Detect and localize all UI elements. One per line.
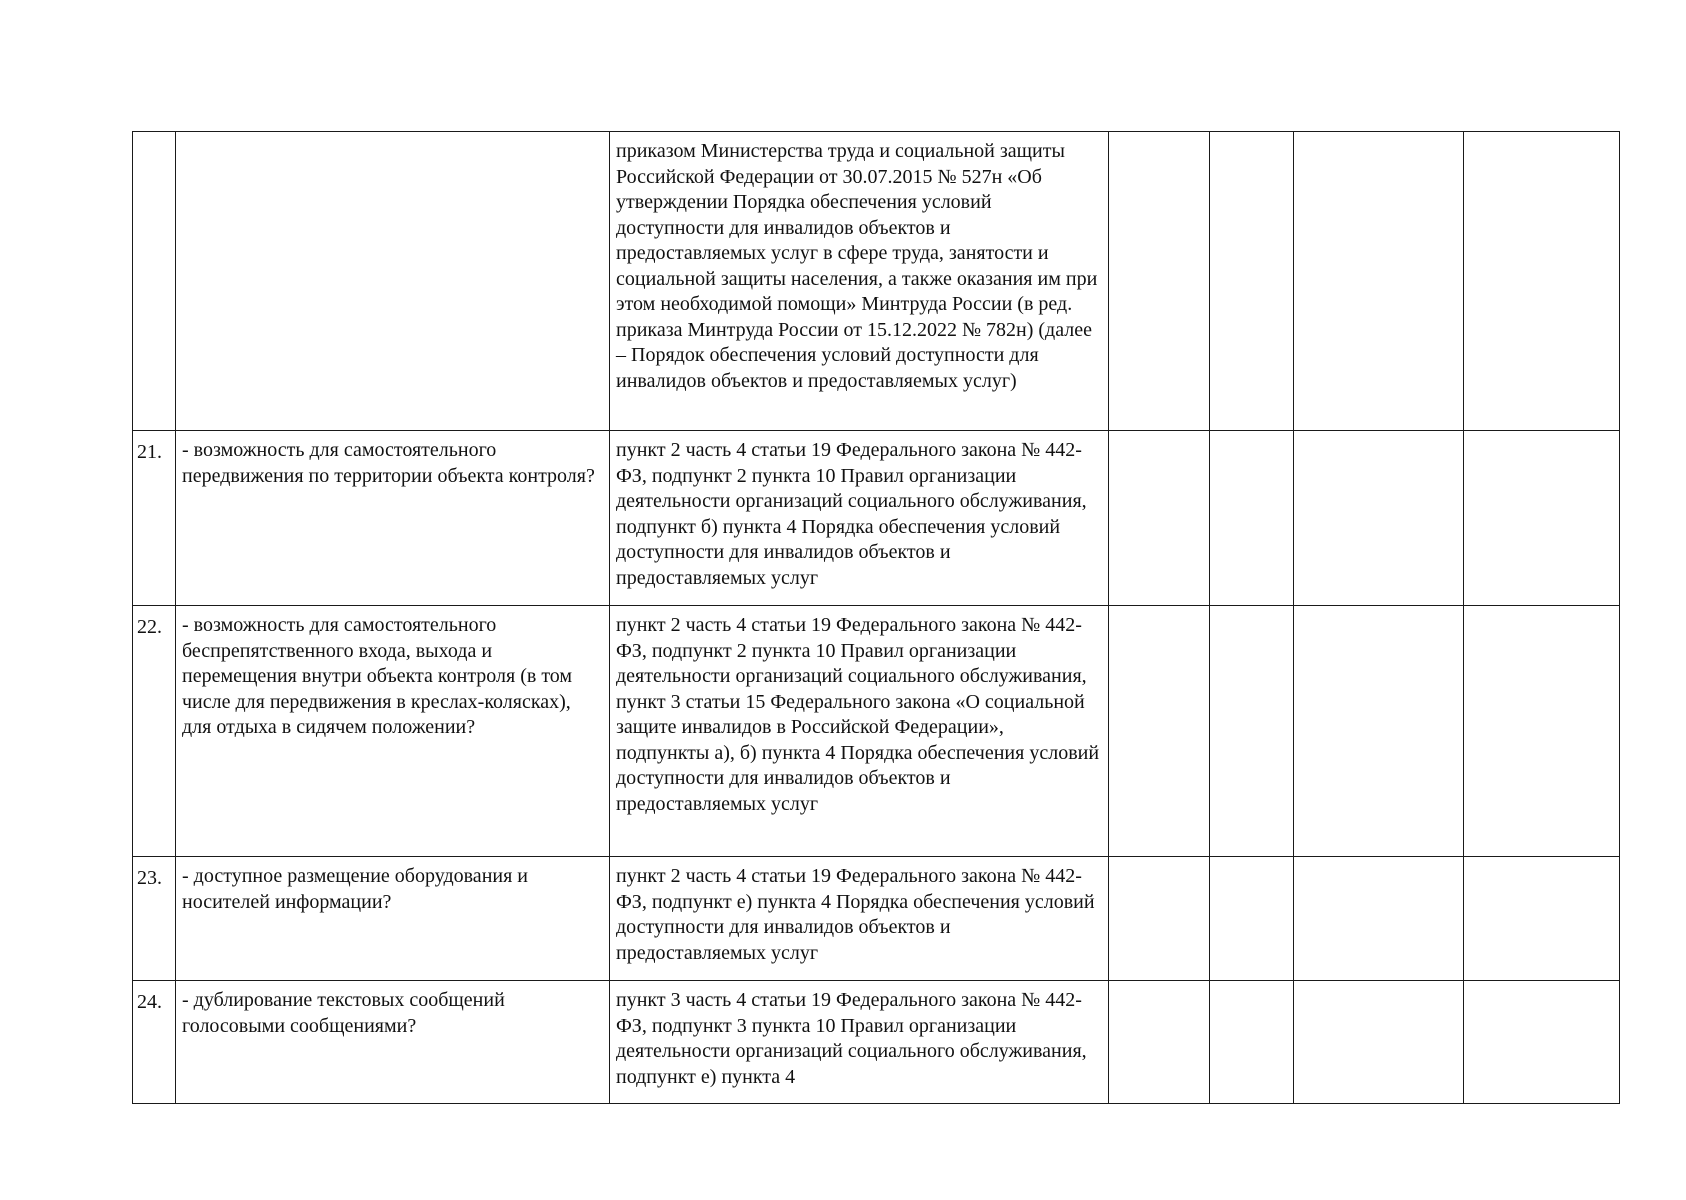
row-number: 24. (133, 981, 176, 1104)
answer-yes-cell (1109, 981, 1210, 1104)
row-number: 22. (133, 606, 176, 857)
question-cell: - возможность для самостоятельного беспрепятственного входа, выхода и перемещения внутри объекта контроля (в том числе для передвижения в креслах-колясках), для отдыха в сидячем положении? (176, 606, 610, 857)
answer-yes-cell (1109, 857, 1210, 981)
legal-basis-cell: пункт 2 часть 4 статьи 19 Федерального закона № 442-ФЗ, подпункт 2 пункта 10 Правил организации деятельности организаций социального обслуживания, подпункт б) пункта 4 Порядка обеспечения условий доступности для инвалидов объектов и предоставляемых услуг (610, 431, 1109, 606)
answer-yes-cell (1109, 431, 1210, 606)
notes-cell (1464, 431, 1620, 606)
answer-yes-cell (1109, 606, 1210, 857)
not-applicable-cell (1294, 606, 1464, 857)
answer-no-cell (1210, 606, 1294, 857)
notes-cell (1464, 981, 1620, 1104)
not-applicable-cell (1294, 981, 1464, 1104)
checklist-table (132, 131, 1620, 1104)
answer-no-cell (1210, 857, 1294, 981)
notes-cell (1464, 606, 1620, 857)
question-cell (176, 132, 610, 431)
question-cell: - доступное размещение оборудования и носителей информации? (176, 857, 610, 981)
notes-cell (1464, 132, 1620, 431)
not-applicable-cell (1294, 132, 1464, 431)
notes-cell (1464, 857, 1620, 981)
table-row (133, 857, 1620, 981)
question-cell: - дублирование текстовых сообщений голосовыми сообщениями? (176, 981, 610, 1104)
row-number: 23. (133, 857, 176, 981)
table-row (133, 132, 1620, 431)
answer-no-cell (1210, 431, 1294, 606)
answer-no-cell (1210, 981, 1294, 1104)
legal-basis-cell: пункт 2 часть 4 статьи 19 Федерального закона № 442-ФЗ, подпункт 2 пункта 10 Правил организации деятельности организаций социального обслуживания, пункт 3 статьи 15 Федерального закона «О социальной защите инвалидов в Российской Федерации», подпункты а), б) пункта 4 Порядка обеспечения условий доступности для инвалидов объектов и предоставляемых услуг (610, 606, 1109, 857)
legal-basis-cell: пункт 2 часть 4 статьи 19 Федерального закона № 442-ФЗ, подпункт е) пункта 4 Порядка обеспечения условий доступности для инвалидов объектов и предоставляемых услуг (610, 857, 1109, 981)
answer-yes-cell (1109, 132, 1210, 431)
row-number: 21. (133, 431, 176, 606)
not-applicable-cell (1294, 857, 1464, 981)
row-number (133, 132, 176, 431)
legal-basis-cell: приказом Министерства труда и социальной защиты Российской Федерации от 30.07.2015 № 527н «Об утверждении Порядка обеспечения условий доступности для инвалидов объектов и предоставляемых услуг в сфере труда, занятости и социальной защиты населения, а также оказания им при этом необходимой помощи» Минтруда России (в ред. приказа Минтруда России от 15.12.2022 № 782н) (далее – Порядок обеспечения условий доступности для инвалидов объектов и предоставляемых услуг) (610, 132, 1109, 431)
table-row (133, 606, 1620, 857)
table-row (133, 981, 1620, 1104)
question-cell: - возможность для самостоятельного передвижения по территории объекта контроля? (176, 431, 610, 606)
table-row (133, 431, 1620, 606)
answer-no-cell (1210, 132, 1294, 431)
legal-basis-cell: пункт 3 часть 4 статьи 19 Федерального закона № 442-ФЗ, подпункт 3 пункта 10 Правил организации деятельности организаций социального обслуживания, подпункт е) пункта 4 (610, 981, 1109, 1104)
not-applicable-cell (1294, 431, 1464, 606)
